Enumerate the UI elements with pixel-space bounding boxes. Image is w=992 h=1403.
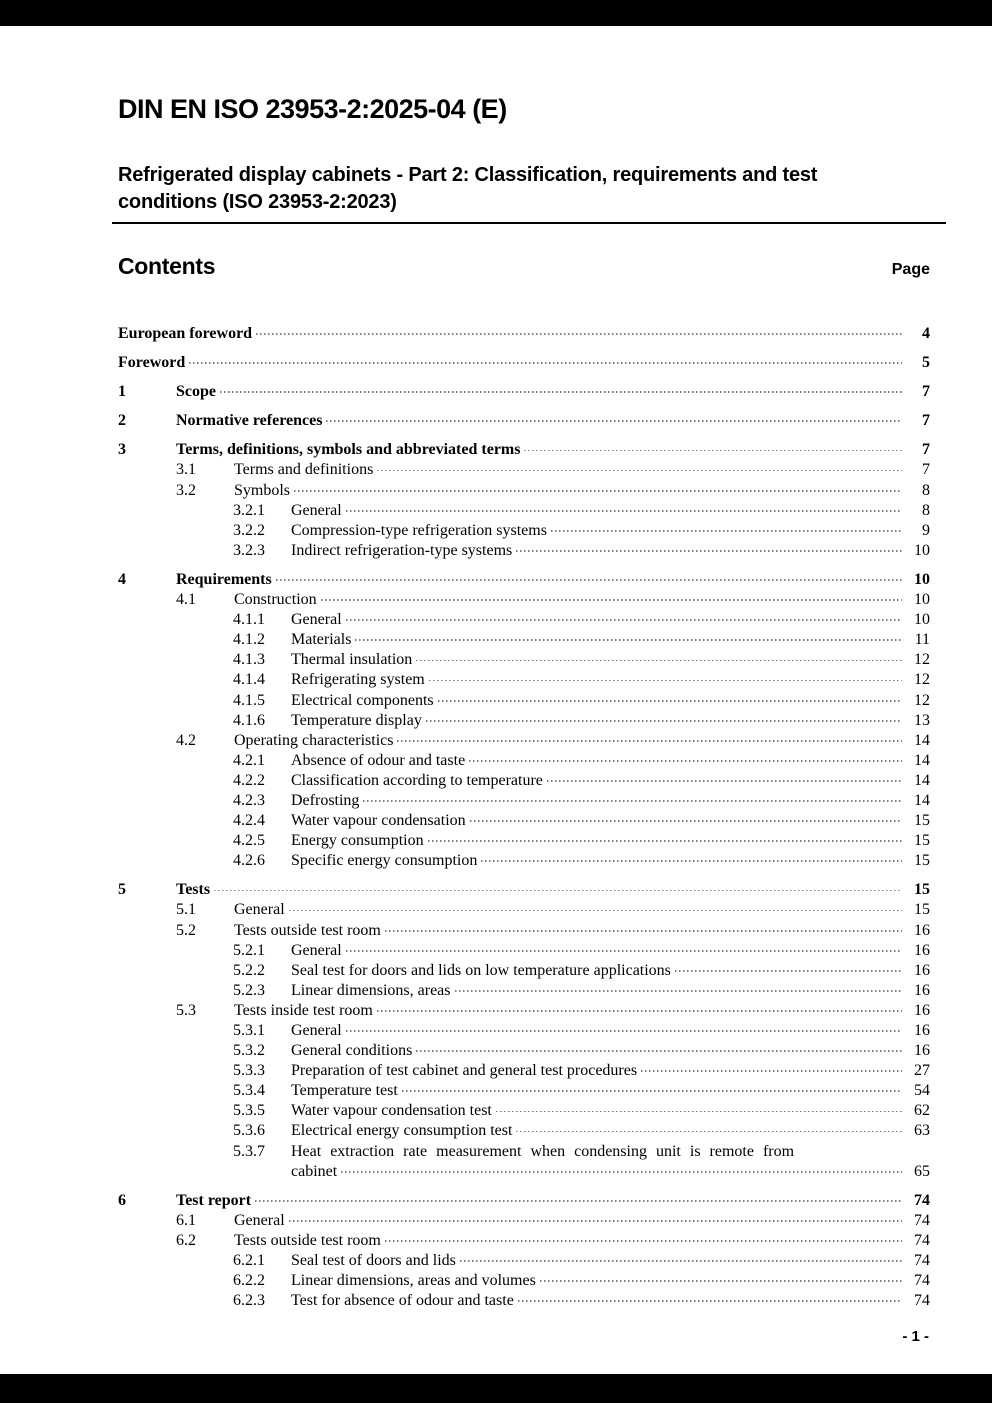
toc-entry-title: Normative references [176,412,323,430]
toc-entry-number: 5.3.4 [233,1082,265,1100]
toc-page-number: 13 [914,711,930,729]
toc-entry[interactable] [118,961,930,981]
toc-entry-number: 5.2.2 [233,961,265,979]
page-column-label: Page [891,261,930,278]
toc-entry[interactable] [118,1121,930,1141]
toc-entry-number: 4 [118,570,126,588]
toc-entry-number: 5.2.3 [233,981,265,999]
toc-entry[interactable] [118,630,930,650]
toc-entry-title: Classification according to temperature [291,771,543,789]
toc-entry-title: Water vapour condensation test [291,1102,492,1120]
toc-entry[interactable] [118,1081,930,1101]
toc-page-number: 10 [914,591,930,609]
toc-entry[interactable] [118,771,930,791]
toc-entry-title: Temperature display [291,711,422,729]
toc-entry-number: 3.2.2 [233,521,265,539]
toc [118,324,930,1311]
toc-page-number: 7 [922,412,930,430]
title-rule [112,222,946,224]
toc-entry[interactable] [118,791,930,811]
toc-entry-title: Terms, definitions, symbols and abbreviated terms [176,441,521,459]
toc-entry[interactable] [118,1061,930,1081]
toc-entry-title: Scope [176,383,216,401]
toc-page-number: 10 [914,611,930,629]
toc-page-number: 16 [914,1042,930,1060]
toc-page-number: 5 [922,354,930,372]
toc-entry-number: 4.1.5 [233,691,265,709]
toc-entry-title: Compression-type refrigeration systems [291,521,547,539]
toc-page-number: 14 [914,771,930,789]
toc-entry-number: 5.2.1 [233,941,265,959]
toc-entry-title: Preparation of test cabinet and general test procedures [291,1062,638,1080]
toc-page-number: 65 [914,1162,930,1180]
toc-page-number: 16 [914,921,930,939]
toc-entry-number: 5.2 [176,921,196,939]
toc-page-number: 15 [914,901,930,919]
toc-page-number: 12 [914,671,930,689]
toc-entry-number: 3 [118,441,126,459]
toc-entry[interactable] [118,411,930,431]
toc-entry[interactable] [118,1142,930,1162]
toc-entry-number: 6 [118,1191,126,1209]
toc-entry-title: Water vapour condensation [291,812,466,830]
toc-page-number: 4 [922,325,930,342]
footer-page-number: - 1 - [902,1328,929,1345]
toc-page-number: 16 [914,961,930,979]
toc-entry-number: 3.1 [176,461,196,479]
toc-page-number: 12 [914,651,930,669]
toc-entry-title: Indirect refrigeration-type systems [291,541,513,559]
toc-entry-title: Tests outside test room [234,921,381,939]
toc-entry-title: Absence of odour and taste [291,751,466,769]
toc-entry[interactable] [118,900,930,920]
toc-entry-title: Tests [176,881,211,899]
toc-entry-title: Seal test of doors and lids [291,1252,456,1270]
toc-entry-number: 4.1.1 [233,611,265,629]
toc-entry-number: 5.1 [176,901,196,919]
toc-entry[interactable] [118,1162,930,1182]
toc-entry-title: Linear dimensions, areas and volumes [291,1272,536,1290]
toc-entry-number: 5 [118,881,126,899]
toc-entry[interactable] [118,1001,930,1021]
toc-entry[interactable] [118,1291,930,1311]
toc-entry-title: European foreword [118,325,253,342]
toc-entry[interactable] [118,691,930,711]
toc-entry[interactable] [118,1041,930,1061]
toc-entry[interactable] [118,831,930,851]
toc-entry-number: 5.3 [176,1001,196,1019]
toc-entry-title: Defrosting [291,791,360,809]
toc-entry[interactable] [118,650,930,670]
toc-entry-title: General [291,501,342,519]
toc-entry-number: 4.1.2 [233,631,265,649]
toc-entry[interactable] [118,851,930,871]
toc-entry-title: cabinet [291,1162,338,1180]
toc-entry[interactable] [118,460,930,480]
toc-entry[interactable] [118,1231,930,1251]
toc-entry-title: Temperature test [291,1082,398,1100]
toc-entry[interactable] [118,1191,930,1211]
toc-entry-title: Symbols [234,481,291,499]
toc-page-number: 12 [914,691,930,709]
toc-entry-number: 4.1.4 [233,671,265,689]
toc-entry-number: 6.2.1 [233,1252,265,1270]
toc-entry[interactable] [118,1211,930,1231]
toc-entry[interactable] [118,941,930,961]
toc-page-number: 8 [922,501,930,519]
toc-page-number: 63 [914,1122,930,1140]
toc-entry-title: Test report [176,1191,252,1209]
toc-entry-number: 4.1.3 [233,651,265,669]
toc-entry[interactable] [118,1101,930,1121]
toc-page-number: 16 [914,941,930,959]
toc-entry-number: 5.3.2 [233,1042,265,1060]
scan-edge-bottom [0,1374,992,1403]
toc-entry-number: 5.3.6 [233,1122,265,1140]
toc-entry-title: Specific energy consumption [291,852,478,870]
toc-entry-number: 3.2.3 [233,541,265,559]
toc-entry-number: 4.1.6 [233,711,265,729]
toc-entry-number: 4.1 [176,591,196,609]
toc-page-number: 14 [914,731,930,749]
toc-page-number: 7 [922,461,930,479]
toc-entry-number: 2 [118,412,126,430]
toc-entry-title: Electrical energy consumption test [291,1122,513,1140]
document-title-line1: Refrigerated display cabinets - Part 2: Classification, requirements and test [118,164,818,186]
toc-entry-title: Test for absence of odour and taste [291,1292,514,1310]
toc-entry-number: 4.2.6 [233,852,265,870]
toc-entry-title: Terms and definitions [234,461,374,479]
toc-entry-title: Heat extraction rate measurement when condensing unit is remote from [291,1142,795,1160]
toc-entry[interactable] [118,670,930,690]
toc-entry-title: Energy consumption [291,832,424,850]
toc-entry[interactable] [118,590,930,610]
toc-page-number: 8 [922,481,930,499]
toc-entry[interactable] [118,440,930,460]
document-title-line2: conditions (ISO 23953-2:2023) [118,191,397,213]
toc-entry-title: General [291,611,342,629]
toc-entry[interactable] [118,481,930,501]
toc-entry-title: General [291,941,342,959]
toc-page-number: 11 [914,631,930,649]
toc-entry-title: Electrical components [291,691,434,709]
toc-entry[interactable] [118,353,930,373]
document-title [118,162,930,216]
toc-entry-title: Tests outside test room [234,1231,381,1249]
toc-entry-number: 4.2.1 [233,751,265,769]
document-code: DIN EN ISO 23953-2:2025-04 (E) [118,94,507,124]
toc-page-number: 16 [914,981,930,999]
toc-entry-number: 4.2.5 [233,832,265,850]
toc-page-number: 74 [914,1191,930,1209]
document-page [118,0,930,1311]
toc-page-number: 74 [914,1272,930,1290]
toc-entry-number: 5.3.1 [233,1022,265,1039]
toc-page-number: 10 [914,570,930,588]
toc-entry-title: Thermal insulation [291,651,413,669]
toc-page-number: 10 [914,541,930,559]
toc-entry-number: 4.2.4 [233,812,265,830]
toc-page-number: 27 [914,1062,930,1080]
toc-entry-title: Construction [234,591,317,609]
toc-entry[interactable] [118,731,930,751]
toc-entry-title: Refrigerating system [291,671,425,689]
toc-entry-title: Requirements [176,570,272,588]
toc-entry[interactable] [118,324,930,344]
toc-entry[interactable] [118,521,930,541]
toc-entry[interactable] [118,880,930,900]
toc-page-number: 9 [922,521,930,539]
contents-heading: Contents [118,253,216,279]
toc-entry[interactable] [118,751,930,771]
toc-entry-title: General [234,1211,285,1229]
toc-entry-number: 5.3.5 [233,1102,265,1120]
toc-entry[interactable] [118,570,930,590]
toc-page-number: 14 [914,791,930,809]
toc-entry-title: Materials [291,631,352,649]
toc-page-number: 62 [914,1102,930,1120]
toc-entry[interactable] [118,811,930,831]
toc-page-number: 14 [914,751,930,769]
toc-entry-number: 3.2 [176,481,196,499]
toc-entry-number: 6.1 [176,1211,196,1229]
toc-entry-title: Tests inside test room [234,1001,373,1019]
toc-page-number: 54 [914,1082,930,1100]
toc-entry-title: Linear dimensions, areas [291,981,451,999]
toc-entry[interactable] [118,921,930,941]
toc-entry-number: 4.2 [176,731,196,749]
toc-page-number: 15 [914,852,930,870]
toc-page-number: 74 [914,1292,930,1310]
toc-page-number: 7 [922,441,930,459]
toc-entry-number: 5.3.3 [233,1062,265,1080]
toc-page-number: 15 [914,812,930,830]
toc-entry-title: Seal test for doors and lids on low temperature applications [291,961,671,979]
toc-entry-number: 1 [118,383,126,401]
toc-entry-number: 6.2.3 [233,1292,265,1310]
toc-entry-number: 3.2.1 [233,501,265,519]
toc-entry[interactable] [118,1251,930,1271]
toc-entry-number: 6.2 [176,1231,196,1249]
toc-entry-number: 5.3.7 [233,1142,265,1160]
toc-page-number: 74 [914,1231,930,1249]
toc-entry[interactable] [118,981,930,1001]
toc-entry-title: General [291,1022,342,1039]
toc-entry-number: 6.2.2 [233,1272,265,1290]
toc-page-number: 74 [914,1252,930,1270]
toc-entry[interactable] [118,711,930,731]
toc-entry-title: General conditions [291,1042,413,1060]
toc-entry-title: General [234,901,285,919]
toc-entry[interactable] [118,1271,930,1291]
toc-page-number: 15 [914,832,930,850]
toc-entry-title: Operating characteristics [234,731,394,749]
contents-header [118,254,930,279]
toc-entry[interactable] [118,541,930,561]
toc-entry-title: Foreword [118,354,186,372]
toc-entry[interactable] [118,610,930,630]
toc-entry[interactable] [118,501,930,521]
toc-entry[interactable] [118,382,930,402]
toc-entry-number: 4.2.3 [233,791,265,809]
toc-page-number: 15 [914,881,930,899]
toc-page-number: 16 [914,1001,930,1019]
toc-entry-number: 4.2.2 [233,771,265,789]
toc-entry[interactable] [118,1021,930,1041]
toc-page-number: 16 [914,1022,930,1039]
toc-page-number: 7 [922,383,930,401]
toc-page-number: 74 [914,1211,930,1229]
